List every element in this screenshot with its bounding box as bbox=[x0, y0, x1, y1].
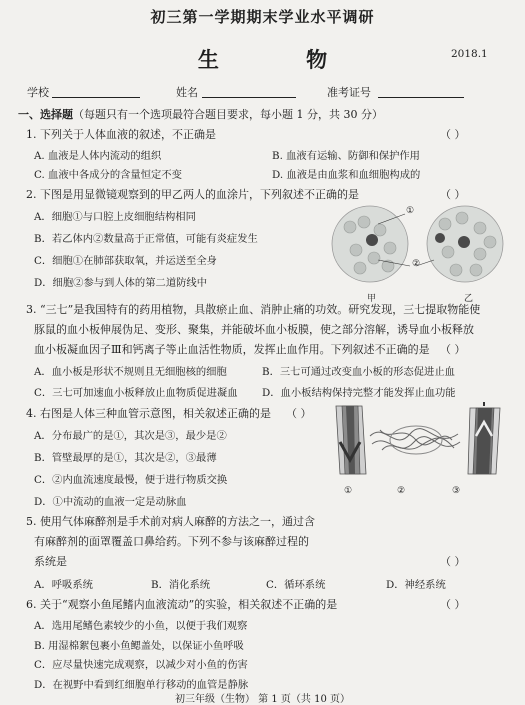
q6-option-b: B. 用湿棉絮包裹小鱼鳃盖处，以保证小鱼呼吸 bbox=[34, 640, 244, 652]
fig-label-vessel-2: ② bbox=[397, 486, 406, 496]
artery-drawing bbox=[336, 406, 366, 474]
q4-option-a: A．分布最广的是①，其次是③，最少是② bbox=[34, 430, 227, 442]
q1-answer-bracket[interactable]: （ ） bbox=[440, 128, 466, 141]
q5-option-d: D．神经系统 bbox=[386, 579, 446, 591]
q5-option-b: B．消化系统 bbox=[151, 579, 211, 591]
q4-stem: 4. 右图是人体三种血管示意图，相关叙述正确的是 bbox=[26, 407, 271, 420]
q1-option-b: B. 血液有运输、防御和保护作用 bbox=[272, 150, 420, 162]
q4-answer-bracket[interactable]: （ ） bbox=[286, 407, 312, 420]
fig-label-cell-2: ② bbox=[412, 259, 421, 269]
q5-stem-line-2: 有麻醉剂的面罩覆盖口鼻给药。下列不参与该麻醉过程的 bbox=[34, 535, 309, 548]
name-label: 姓名 bbox=[176, 86, 198, 99]
q2-option-c: C．细胞①在肺部获取氧，并运送至全身 bbox=[34, 255, 217, 267]
blood-vessel-figure bbox=[330, 402, 510, 482]
exam-id-field[interactable] bbox=[378, 97, 464, 98]
q6-option-a: A．选用尾鳍色素较少的小鱼，以便于我们观察 bbox=[34, 620, 248, 632]
q3-stem-line-1: 3. “三七”是我国特有的药用植物，具散瘀止血、消肿止痛的功效。研究发现，三七提取物能使 bbox=[26, 303, 481, 316]
exam-id-label: 准考证号 bbox=[327, 86, 371, 99]
q2-answer-bracket[interactable]: （ ） bbox=[440, 188, 466, 201]
q6-option-c: C．应尽量快速完成观察，以减少对小鱼的伤害 bbox=[34, 659, 248, 671]
fig-label-vessel-1: ① bbox=[344, 486, 353, 496]
blood-smear-figure bbox=[330, 202, 510, 286]
q1-stem: 1. 下列关于人体血液的叙述，不正确是 bbox=[26, 128, 216, 141]
capillary-drawing bbox=[370, 426, 460, 454]
exam-title: 初三第一学期期末学业水平调研 bbox=[150, 8, 375, 26]
q4-option-b: B．管壁最厚的是①，其次是②，③最薄 bbox=[34, 452, 217, 464]
q3-stem-line-2: 豚鼠的血小板伸展伪足、变形、聚集，并能破坏血小板膜，使之部分溶解，诱导血小板释放 bbox=[34, 323, 474, 336]
school-label: 学校 bbox=[27, 86, 49, 99]
fig-label-jia: 甲 bbox=[367, 294, 377, 304]
q4-option-c: C．②内血流速度最慢，便于进行物质交换 bbox=[34, 474, 228, 486]
q1-option-d: D. 血液是由血浆和血细胞构成的 bbox=[272, 169, 421, 181]
section-instructions: （每题只有一个选项最符合题目要求，每小题 1 分，共 30 分） bbox=[73, 108, 383, 121]
subject-title: 生 物 bbox=[197, 47, 368, 72]
q3-option-a: A．血小板是形状不规则且无细胞核的细胞 bbox=[34, 366, 227, 378]
q5-answer-bracket[interactable]: （ ） bbox=[440, 555, 466, 568]
q3-option-d: D．血小板结构保持完整才能发挥止血功能 bbox=[262, 387, 456, 399]
q3-option-b: B．三七可通过改变血小板的形态促进止血 bbox=[262, 366, 455, 378]
q5-option-c: C．循环系统 bbox=[266, 579, 326, 591]
q3-answer-bracket[interactable]: （ ） bbox=[440, 343, 466, 356]
q1-option-a: A. 血液是人体内流动的组织 bbox=[34, 150, 162, 162]
exam-date: 2018.1 bbox=[451, 48, 488, 60]
q4-option-d: D．①中流动的血液一定是动脉血 bbox=[34, 496, 187, 508]
section-heading bbox=[18, 106, 383, 122]
school-field[interactable] bbox=[52, 97, 140, 98]
q2-option-d: D．细胞②参与到人体的第二道防线中 bbox=[34, 277, 208, 289]
fig-label-yi: 乙 bbox=[464, 294, 474, 304]
q1-option-c: C. 血液中各成分的含量恒定不变 bbox=[34, 169, 182, 181]
q2-stem: 2. 下图是用显微镜观察到的甲乙两人的血涂片，下列叙述不正确的是 bbox=[26, 188, 359, 201]
q2-option-b: B．若乙体内②数量高于正常值，可能有炎症发生 bbox=[34, 233, 258, 245]
page-footer: 初三年级（生物） 第 1 页（共 10 页） bbox=[175, 694, 350, 705]
vein-drawing bbox=[468, 402, 500, 474]
q2-option-a: A．细胞①与口腔上皮细胞结构相同 bbox=[34, 211, 196, 223]
name-field[interactable] bbox=[202, 97, 296, 98]
q6-stem: 6. 关于“观察小鱼尾鳍内血液流动”的实验，相关叙述不正确的是 bbox=[26, 598, 338, 611]
q5-stem-line-1: 5. 使用气体麻醉剂是手术前对病人麻醉的方法之一，通过含 bbox=[26, 515, 315, 528]
q5-stem-line-3: 系统是 bbox=[34, 555, 67, 568]
section-heading-text: 一、选择题 bbox=[18, 108, 73, 121]
q6-option-d: D．在视野中看到红细胞单行移动的血管是静脉 bbox=[34, 679, 249, 691]
q6-answer-bracket[interactable]: （ ） bbox=[440, 598, 466, 611]
fig-label-vessel-3: ③ bbox=[452, 486, 461, 496]
q5-option-a: A．呼吸系统 bbox=[34, 579, 93, 591]
q3-option-c: C．三七可加速血小板释放止血物质促进凝血 bbox=[34, 387, 238, 399]
fig-label-cell-1: ① bbox=[406, 206, 415, 216]
q3-stem-line-3: 血小板凝血因子Ⅲ和钙离子等止血活性物质，发挥止血作用。下列叙述不正确的是 bbox=[34, 343, 430, 356]
